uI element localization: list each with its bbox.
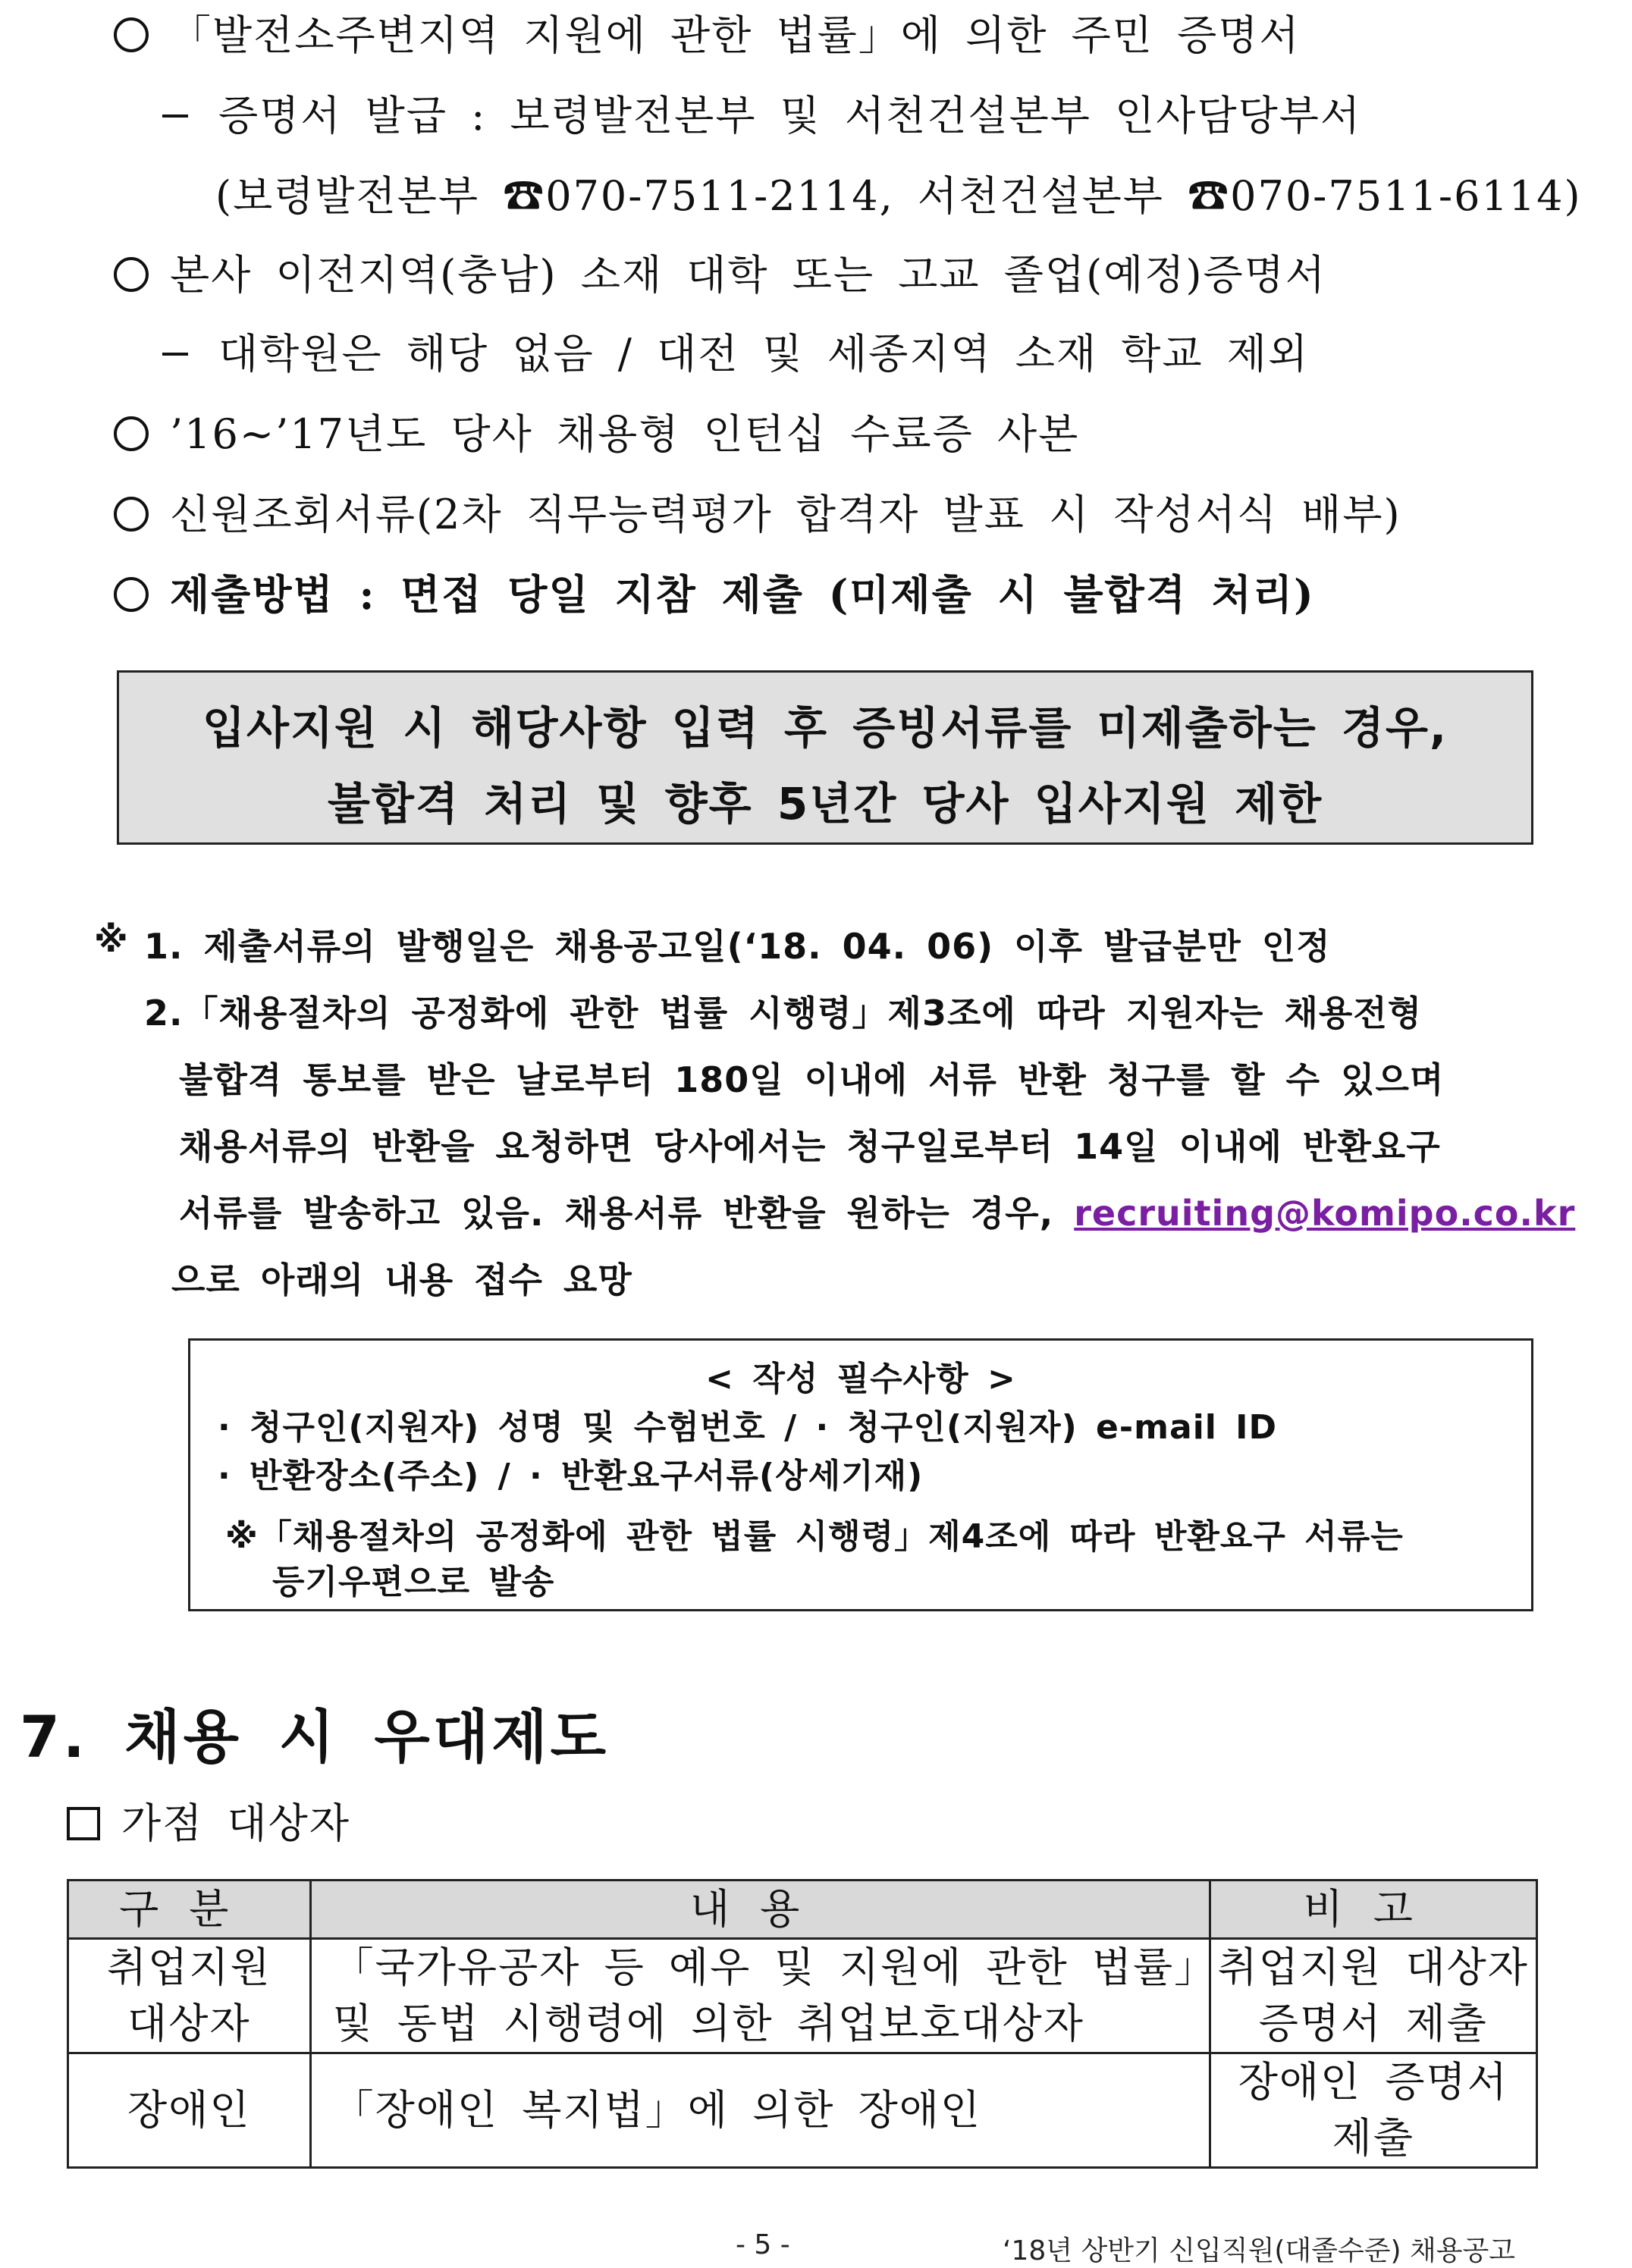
header-content: 내용 — [310, 1881, 1210, 1939]
list-item-background-check — [114, 482, 1401, 541]
cell-text: 「국가유공자 등 예우 및 지원에 관한 법률」 — [332, 1943, 1217, 1991]
list-item-graduation-certificate — [114, 243, 1326, 301]
list-item-text: 제출방법 : 면접 당일 지참 제출 (미제출 시 불합격 처리) — [170, 570, 1315, 619]
list-item-text: 본사 이전지역(충남) 소재 대학 또는 고교 졸업(예정)증명서 — [170, 251, 1327, 299]
list-item-internship-certificate — [114, 402, 1079, 460]
note-2-line-4 — [179, 1186, 1575, 1236]
list-subitem-exclusions — [162, 322, 1309, 380]
list-item-submission-method — [114, 563, 1315, 621]
cell-note — [1210, 2053, 1536, 2168]
note-2-line-1: 2.「채용절차의 공정화에 관한 법률 시행령」제3조에 따라 지원자는 채용전형 — [144, 993, 1423, 1034]
dash-bullet-icon — [162, 353, 188, 356]
cell-text: 증명서 제출 — [1258, 2000, 1488, 2047]
circle-bullet-icon — [114, 17, 149, 52]
required-item-note-line-1: ※「채용절차의 공정화에 관한 법률 시행령」제4조에 따라 반환요구 서류는 — [225, 1517, 1404, 1556]
note-2-line-5: 으로 아래의 내용 접수 요망 — [171, 1259, 632, 1300]
warning-box — [117, 670, 1533, 845]
note-2-line-3: 채용서류의 반환을 요청하면 당사에서는 청구일로부터 14일 이내에 반환요구 — [179, 1126, 1441, 1167]
cell-text: 취업지원 — [106, 1943, 271, 1991]
checkbox-icon — [67, 1807, 100, 1840]
circle-bullet-icon — [114, 257, 149, 292]
cell-text: 장애인 증명서 — [1238, 2058, 1508, 2106]
list-subitem-text: 대학원은 해당 없음 / 대전 및 세종지역 소재 학교 제외 — [218, 330, 1310, 378]
benefits-table — [67, 1879, 1538, 2169]
document-title: ‘18년 상반기 신입직원(대졸수준) 채용공고 — [1003, 2235, 1516, 2266]
section-subtitle — [67, 1791, 350, 1849]
page-number: - 5 - — [736, 2229, 790, 2260]
section-subtitle-text: 가점 대상자 — [121, 1799, 350, 1847]
cell-content — [310, 1939, 1217, 2053]
contact-phone-numbers: (보령발전본부 ☎070-7511-2114, 서천건설본부 ☎070-7511-6114) — [215, 172, 1582, 220]
table-header-row — [68, 1881, 1537, 1939]
cell-text: 제출 — [1332, 2114, 1414, 2162]
note-2-line-2: 불합격 통보를 받은 날로부터 180일 이내에 서류 반환 청구를 할 수 있으며 — [179, 1059, 1445, 1100]
dash-bullet-icon — [162, 114, 188, 118]
cell-text: 취업지원 대상자 — [1217, 1943, 1529, 1991]
cell-text: 「장애인 복지법」에 의한 장애인 — [332, 2086, 982, 2134]
list-subitem-issuer — [162, 83, 1361, 142]
note-1: 1. 제출서류의 발행일은 채용공고일(‘18. 04. 06) 이후 발급분만 인정 — [144, 926, 1331, 967]
list-item-text: ’16~’17년도 당사 채용형 인턴십 수료증 사본 — [170, 410, 1080, 458]
table-row — [68, 2053, 1537, 2168]
required-item-note-line-2: 등기우편으로 발송 — [272, 1563, 555, 1601]
list-subitem-text: 증명서 발급 : 보령발전본부 및 서천건설본부 인사담당부서 — [218, 92, 1362, 140]
cell-note — [1210, 1939, 1536, 2053]
cell-category — [68, 1939, 311, 2053]
warning-line-2: 불합격 처리 및 향후 5년간 당사 입사지원 제한 — [327, 778, 1323, 830]
note-2-line-4-text: 서류를 발송하고 있음. 채용서류 반환을 원하는 경우, — [179, 1193, 1054, 1234]
circle-bullet-icon — [114, 577, 149, 612]
required-item-line-1: · 청구인(지원자) 성명 및 수험번호 / · 청구인(지원자) e-mail ID — [218, 1408, 1278, 1447]
cell-text: 장애인 — [127, 2086, 251, 2134]
circle-bullet-icon — [114, 416, 149, 451]
list-item-text: 「발전소주변지역 지원에 관한 법률」에 의한 주민 증명서 — [170, 11, 1301, 59]
section-title: 7. 채용 시 우대제도 — [20, 1703, 610, 1771]
list-item-resident-certificate — [114, 3, 1301, 61]
table-row — [68, 1939, 1537, 2053]
header-category: 구분 — [68, 1881, 311, 1939]
cell-category — [68, 2053, 311, 2168]
list-item-text: 신원조회서류(2차 직무능력평가 합격자 발표 시 작성서식 배부) — [170, 491, 1401, 538]
cell-content — [310, 2053, 1210, 2168]
recruiting-email-link[interactable]: recruiting@komipo.co.kr — [1074, 1193, 1576, 1234]
required-items-title: < 작성 필수사항 > — [705, 1360, 1016, 1398]
required-items-box — [188, 1338, 1533, 1611]
circle-bullet-icon — [114, 497, 149, 532]
note-mark: ※ — [94, 919, 129, 960]
warning-line-1: 입사지원 시 해당사항 입력 후 증빙서류를 미제출하는 경우, — [202, 702, 1448, 754]
cell-text: 및 동법 시행령에 의한 취업보호대상자 — [332, 2000, 1084, 2047]
cell-text: 대상자 — [127, 2000, 251, 2047]
required-item-line-2: · 반환장소(주소) / · 반환요구서류(상세기재) — [218, 1457, 924, 1495]
header-note: 비고 — [1210, 1881, 1536, 1939]
